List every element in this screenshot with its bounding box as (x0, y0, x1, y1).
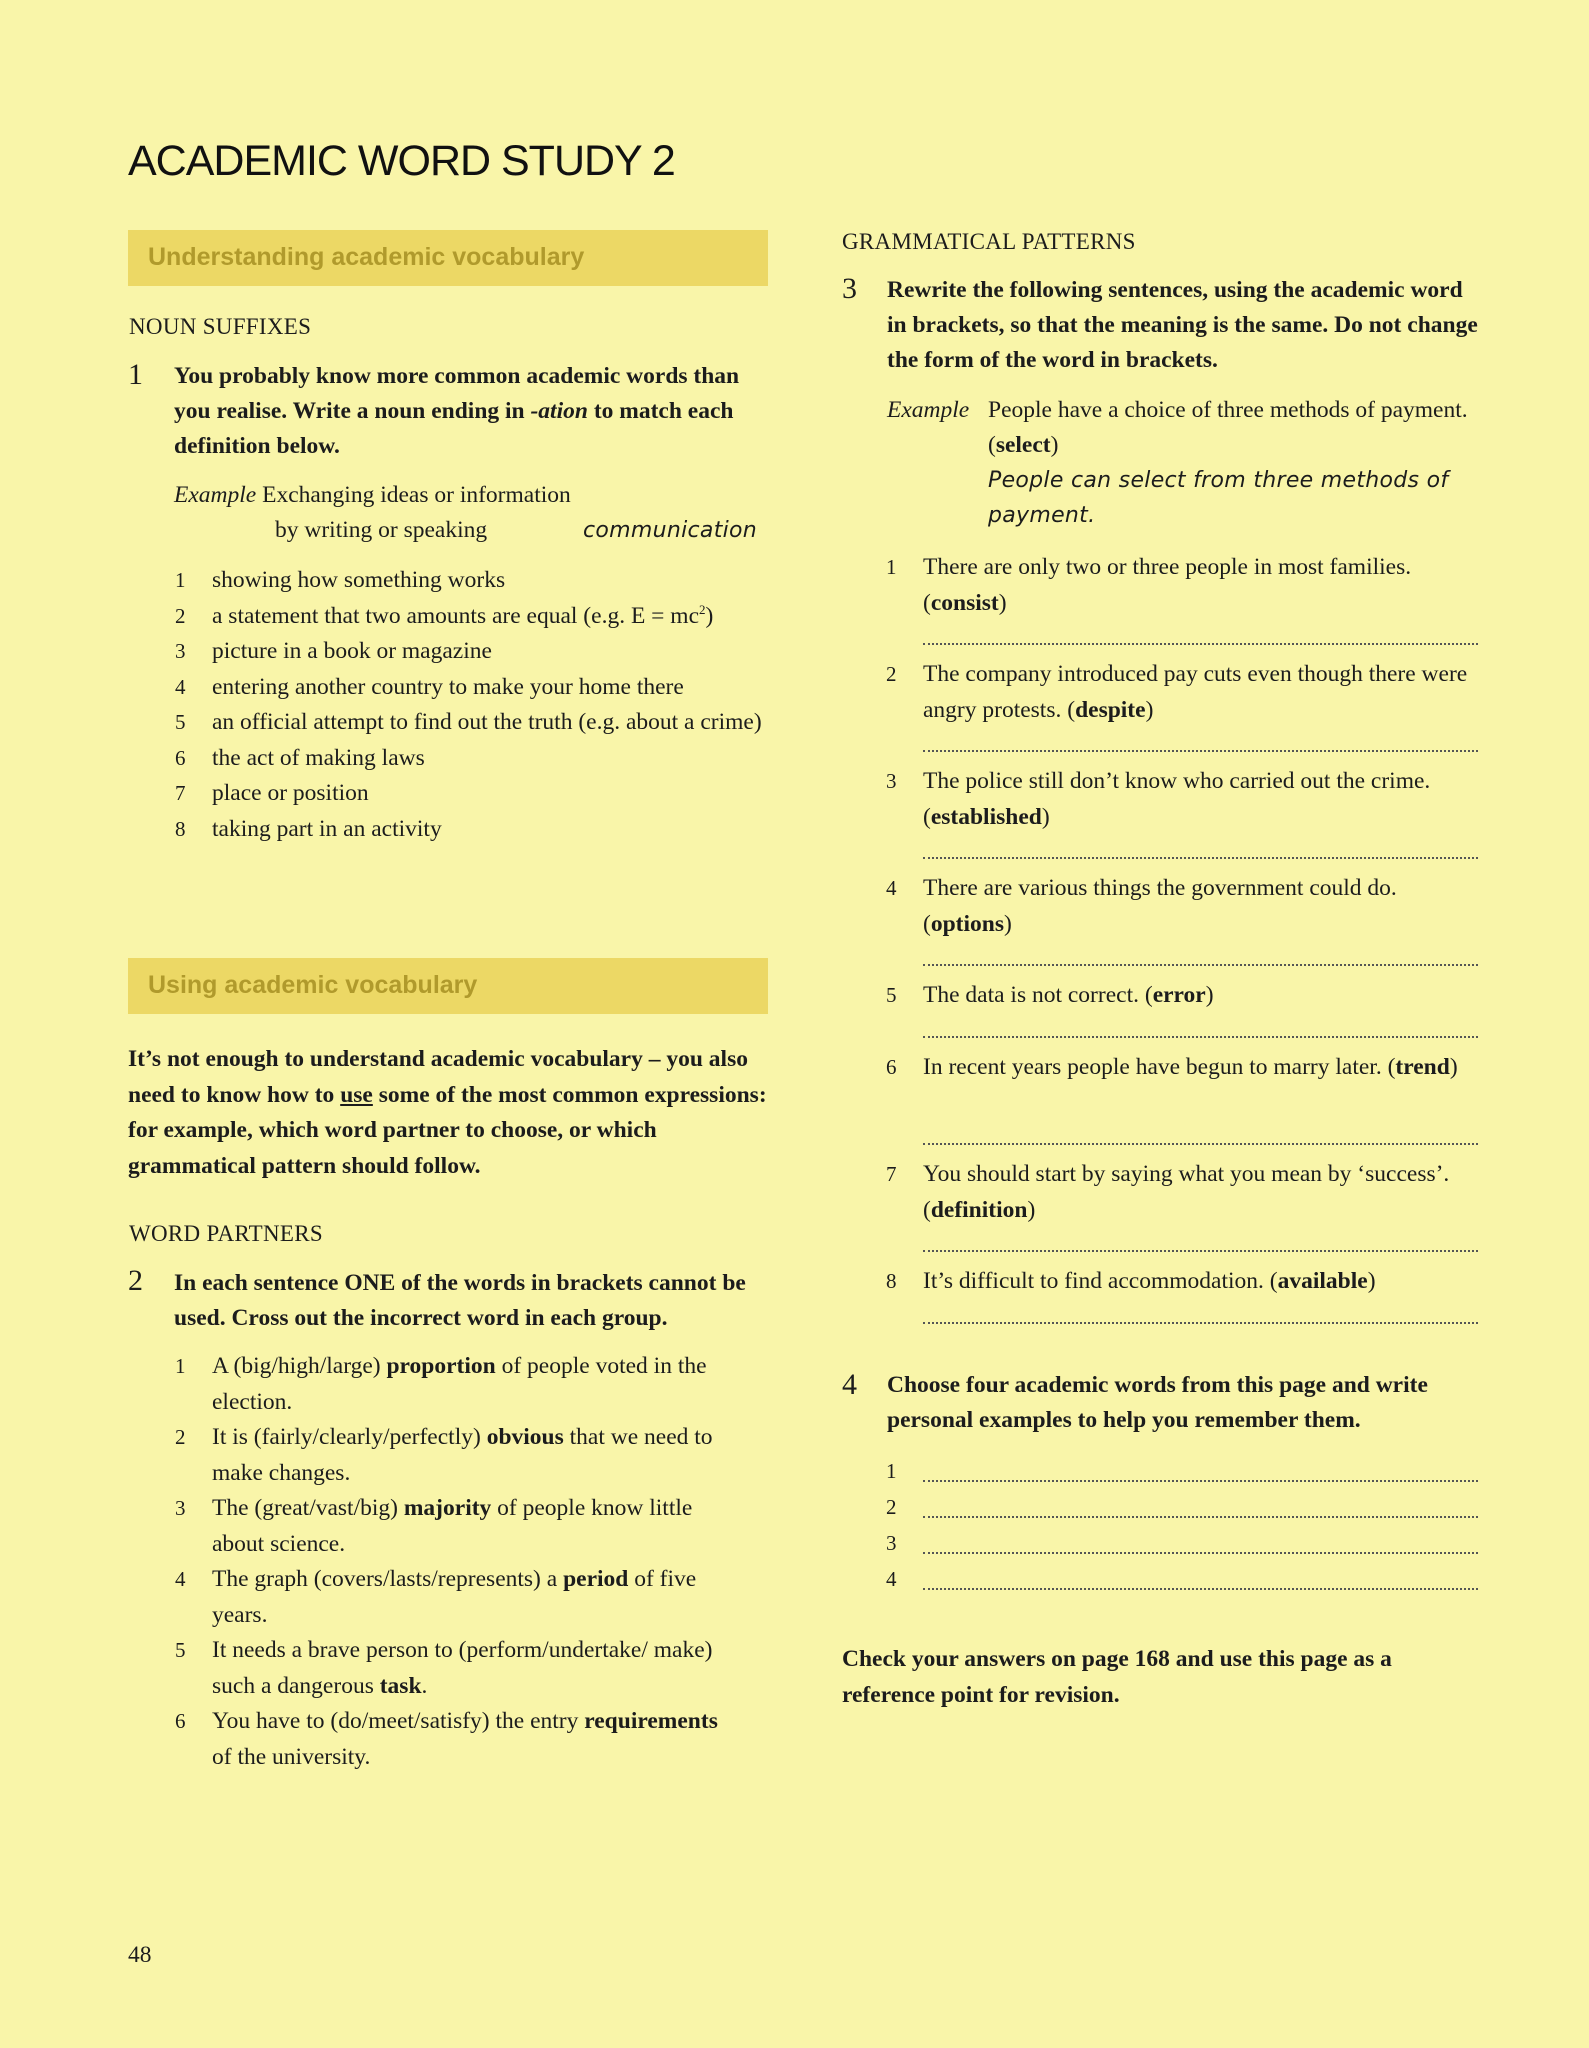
example-3-prompt-a: People have a choice of three methods of payment. ( (988, 397, 1468, 458)
answer-line-number: 1 (886, 1459, 897, 1483)
item-keyword: majority (403, 1495, 492, 1521)
exercise-1-instr-part-b: to match each definition below. (174, 398, 734, 459)
item-text: a statement that two amounts are equal (e.g. E = mc (212, 602, 700, 629)
item-text-post: of five years. (212, 1566, 697, 1628)
example-label: Example (174, 482, 257, 508)
item-keyword: definition (930, 1196, 1028, 1223)
item-keyword: error (1152, 982, 1206, 1008)
item-keyword: available (1277, 1268, 1368, 1294)
item-number: 3 (175, 639, 186, 663)
item-number: 5 (886, 983, 897, 1007)
item-text-pre: The police still don’t know who carried out the crime. ( (923, 768, 1431, 830)
exercise-2-instructions: In each sentence ONE of the words in brackets cannot be used. Cross out the incorrect word in each group. (174, 1270, 746, 1331)
item-keyword: requirements (584, 1708, 718, 1734)
section-band-using: Using academic vocabulary (128, 958, 768, 1014)
list-item (175, 776, 775, 812)
item-keyword: period (563, 1566, 629, 1592)
exercise-3-number: 3 (842, 272, 857, 305)
item-text-pre: The (great/vast/big) (212, 1495, 404, 1521)
item-text-pre: There are only two or three people in most families. ( (923, 554, 1412, 616)
exercise-2-list (175, 1349, 735, 1775)
item-text-pre: It’s difficult to find accommodation. ( (923, 1268, 1278, 1294)
item-superscript: 2 (699, 601, 706, 617)
answer-line[interactable] (923, 643, 1478, 645)
exercise-1-list (175, 563, 775, 847)
item-sentence (886, 1264, 1478, 1300)
item-text: place or position (212, 780, 369, 806)
page-title: ACADEMIC WORD STUDY 2 (128, 137, 675, 185)
exercise-1-instr-part-a: You probably know more common academic words than you realise. Write a noun ending in (174, 363, 740, 424)
item-keyword: despite (1075, 696, 1146, 723)
answer-line-number: 4 (886, 1567, 897, 1591)
item-number: 3 (175, 1496, 186, 1520)
item-number: 6 (175, 745, 186, 770)
list-item (175, 634, 775, 670)
intro-part-b: some of the most common expressions: for example, which word partner to choose, or which grammatical pattern should follow. (128, 1081, 767, 1179)
item-text-post: ) (1367, 1268, 1376, 1294)
item-text-post: ) (1041, 803, 1050, 830)
list-item (175, 599, 775, 635)
item-text-pre: There are various things the government could do. ( (923, 875, 1397, 937)
section-band-understanding: Understanding academic vocabulary (128, 230, 768, 286)
item-number: 2 (175, 603, 186, 628)
item-keyword: proportion (386, 1353, 496, 1379)
item-text-post: ) (1449, 1054, 1458, 1080)
answer-line[interactable] (923, 1036, 1478, 1038)
item-text: taking part in an activity (212, 815, 442, 842)
intro-part-a: It’s not enough to understand academic vocabulary – you also need to know how to (128, 1046, 748, 1108)
item-keyword: options (930, 910, 1004, 937)
example-line-1: Exchanging ideas or information (262, 482, 571, 508)
item-text-post: ) (998, 589, 1007, 616)
list-item (175, 741, 775, 777)
item-text: the act of making laws (212, 744, 425, 771)
list-item (886, 978, 1478, 1014)
item-number: 7 (886, 1162, 897, 1186)
item-text-end: ) (705, 602, 714, 629)
item-text-post: ) (1003, 910, 1012, 937)
item-number: 6 (175, 1709, 186, 1733)
item-text-pre: The graph (covers/lasts/represents) a (212, 1566, 564, 1592)
item-text-post: of people voted in the election. (212, 1353, 707, 1415)
item-text-pre: The company introduced pay cuts even though there were angry protests. ( (923, 661, 1468, 723)
item-text-pre: The data is not correct. ( (923, 982, 1153, 1008)
footer-note: Check your answers on page 168 and use this page as a reference point for revision. (842, 1646, 1392, 1708)
item-text-post: ) (1205, 982, 1214, 1008)
item-number: 5 (175, 1638, 186, 1662)
item-text-post: of the university. (212, 1743, 371, 1770)
item-sentence (886, 764, 1478, 835)
list-item (175, 812, 775, 848)
item-text: an official attempt to find out the truth (e.g. about a crime) (212, 709, 762, 735)
answer-line-number: 3 (886, 1531, 897, 1555)
exercise-1-example (174, 478, 774, 548)
list-item (886, 1264, 1478, 1300)
item-text-post: . (421, 1672, 428, 1699)
item-number: 3 (886, 769, 897, 793)
list-item (175, 1491, 735, 1562)
exercise-3-instructions: Rewrite the following sentences, using the academic word in brackets, so that the meaning is the same. Do not change the form of the word in brackets. (887, 277, 1478, 373)
item-text: showing how something works (212, 567, 506, 593)
item-sentence (886, 1050, 1478, 1086)
list-item (886, 1050, 1478, 1086)
list-item (886, 871, 1478, 942)
item-text-pre: It needs a brave person to (perform/undertake/ make) such a dangerous (212, 1637, 713, 1699)
item-text-pre: You have to (do/meet/satisfy) the entry (212, 1708, 585, 1734)
example-3-prompt-b: ) (1050, 432, 1059, 458)
list-item (175, 705, 775, 741)
answer-line[interactable] (923, 964, 1478, 966)
page-number: 48 (128, 1942, 152, 1968)
answer-line[interactable] (923, 1143, 1478, 1145)
list-item (175, 563, 775, 599)
subhead-word-partners: WORD PARTNERS (129, 1221, 324, 1246)
item-text: entering another country to make your home there (212, 673, 684, 700)
list-item (175, 1633, 735, 1704)
item-keyword: trend (1395, 1054, 1450, 1080)
item-text: picture in a book or magazine (212, 638, 492, 664)
list-item (175, 670, 775, 706)
item-number: 7 (175, 781, 186, 805)
answer-line[interactable] (923, 1516, 1478, 1518)
item-sentence (886, 657, 1478, 728)
item-number: 2 (175, 1425, 186, 1449)
answer-line[interactable] (923, 1480, 1478, 1482)
example-3-answer: People can select from three methods of payment. (988, 468, 1449, 528)
item-number: 4 (175, 1567, 186, 1591)
item-keyword: consist (930, 589, 999, 616)
list-item (175, 1420, 735, 1491)
exercise-2-number: 2 (128, 1264, 143, 1297)
list-item (886, 1157, 1478, 1228)
example-label-3: Example (887, 397, 970, 423)
item-number: 1 (175, 1354, 186, 1378)
answer-line[interactable] (923, 1250, 1478, 1252)
list-item (175, 1704, 735, 1775)
item-sentence (886, 978, 1478, 1014)
answer-line[interactable] (923, 750, 1478, 752)
exercise-1-instructions (174, 359, 764, 464)
item-text-pre: It is (fairly/clearly/perfectly) (212, 1424, 487, 1450)
item-text-pre: You should start by saying what you mean by ‘success’. ( (923, 1161, 1450, 1223)
item-number: 1 (175, 568, 186, 592)
exercise-1-number: 1 (128, 358, 143, 391)
item-text-pre: In recent years people have begun to marry later. ( (923, 1054, 1396, 1080)
item-keyword: task (379, 1672, 422, 1699)
answer-line[interactable] (923, 857, 1478, 859)
item-sentence (886, 1157, 1478, 1228)
subhead-grammatical-patterns: GRAMMATICAL PATTERNS (842, 229, 1136, 254)
list-item (175, 1349, 735, 1420)
exercise-1-instr-suffix: -ation (530, 398, 588, 424)
item-keyword: established (930, 803, 1042, 830)
list-item (175, 1562, 735, 1633)
item-number: 2 (886, 662, 897, 686)
answer-line[interactable] (923, 1322, 1478, 1324)
example-line-2: by writing or speaking (275, 517, 488, 543)
item-number: 1 (886, 555, 897, 579)
exercise-4-number: 4 (842, 1368, 857, 1401)
answer-line-number: 2 (886, 1495, 897, 1519)
example-3-keyword: select (995, 432, 1051, 458)
item-sentence (886, 550, 1478, 621)
item-text-post: ) (1027, 1196, 1036, 1223)
section-2-intro (128, 1042, 768, 1184)
list-item (886, 550, 1478, 621)
item-number: 8 (175, 816, 186, 841)
item-text-pre: A (big/high/large) (212, 1353, 387, 1379)
item-text-post: ) (1145, 696, 1154, 723)
exercise-4-instructions: Choose four academic words from this page and write personal examples to help you remember them. (887, 1372, 1428, 1433)
list-item (886, 764, 1478, 835)
subhead-noun-suffixes: NOUN SUFFIXES (129, 314, 312, 339)
item-number: 5 (175, 710, 186, 734)
item-sentence (886, 871, 1478, 942)
example-answer: communication (583, 518, 758, 543)
item-text-post: of people know little about science. (212, 1495, 693, 1557)
intro-underlined-word: use (340, 1081, 373, 1108)
item-number: 4 (886, 876, 897, 900)
item-keyword: obvious (486, 1424, 564, 1450)
item-number: 4 (175, 674, 186, 699)
exercise-3-example (887, 393, 1479, 533)
list-item (886, 657, 1478, 728)
item-number: 6 (886, 1055, 897, 1079)
item-number: 8 (886, 1269, 897, 1293)
answer-line[interactable] (923, 1588, 1478, 1590)
item-text-post: that we need to make changes. (212, 1424, 713, 1486)
answer-line[interactable] (923, 1552, 1478, 1554)
